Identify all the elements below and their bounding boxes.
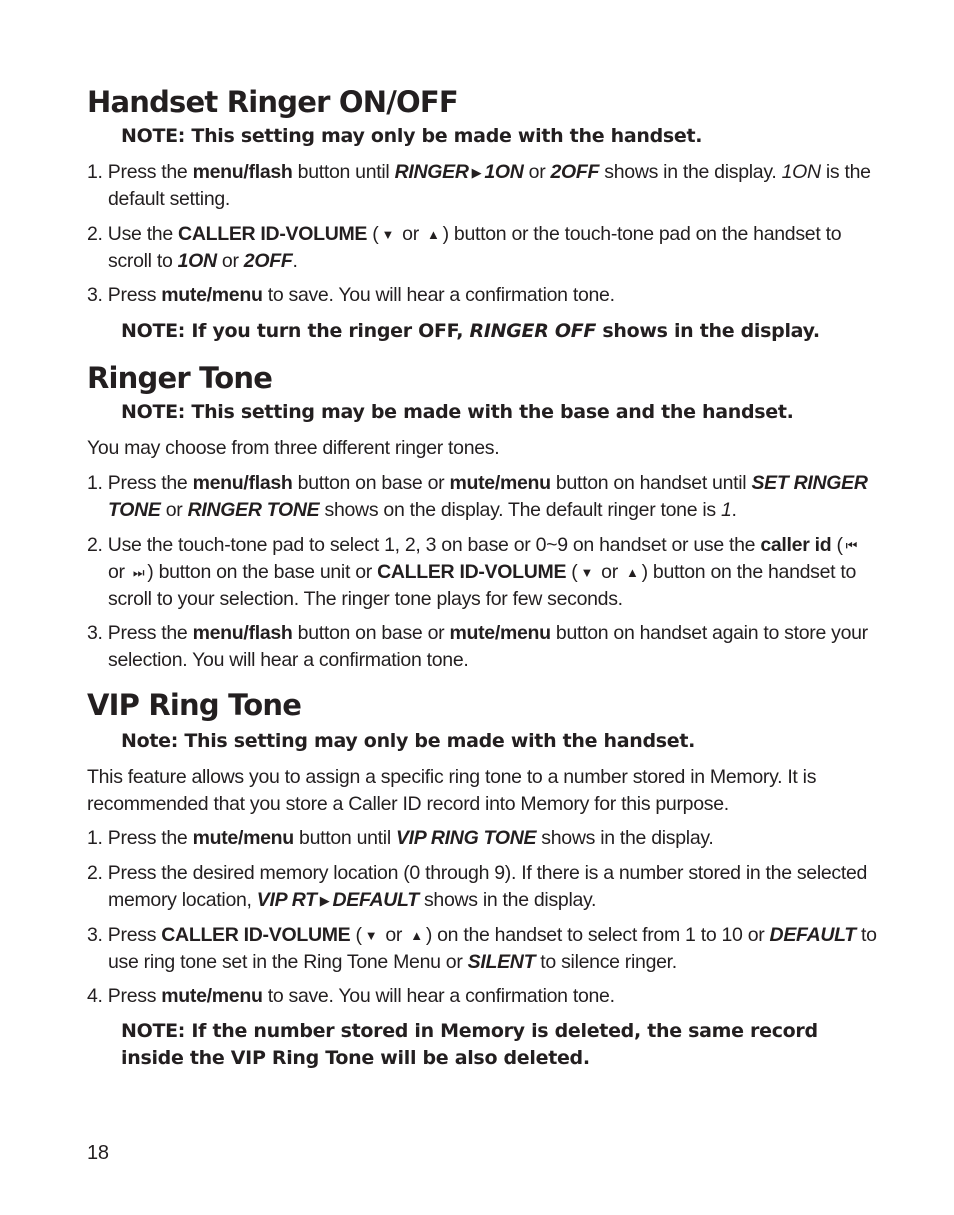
step-1: 1. Press the mute/menu button until VIP RING TONE shows in the display. <box>87 827 714 849</box>
note-handset-only: Note: This setting may only be made with the handset. <box>121 730 696 752</box>
section-title-vip-ring-tone: VIP Ring Tone <box>87 688 302 722</box>
step-1: 1. Press the menu/flash button on base or mute/menu button on handset until SET RINGER TONE or RINGER TONE shows on the display. The default ringer tone is 1. <box>87 472 868 521</box>
note-ringer-off: NOTE: If you turn the ringer OFF, RINGER OFF shows in the display. <box>121 320 820 342</box>
step-2: 2. Use the touch-tone pad to select 1, 2, 3 on base or 0~9 on handset or use the caller id ( ⏮ or ⏭ ) button on the base unit or CALLER ID-VOLUME ( ▼ or ▲ ) button on the handset to scroll to your selection. The ringer tone plays for few seconds. <box>87 534 858 610</box>
arrow-down-icon: ▼ <box>364 928 378 943</box>
step-2: 2. Use the CALLER ID-VOLUME ( ▼ or ▲ ) button or the touch-tone pad on the handset to scroll to 1ON or 2OFF. <box>87 223 842 272</box>
step-3: 3. Press CALLER ID-VOLUME ( ▼ or ▲ ) on the handset to select from 1 to 10 or DEFAULT to use ring tone set in the Ring Tone Menu or SILENT to silence ringer. <box>87 924 877 973</box>
note-base-and-handset: NOTE: This setting may be made with the base and the handset. <box>121 401 794 423</box>
arrow-up-icon: ▲ <box>410 928 423 943</box>
step-2: 2. Press the desired memory location (0 through 9). If there is a number stored in the selected memory location, VIP RT ▶ DEFAULT shows in the display. <box>87 862 868 911</box>
arrow-right-icon: ▶ <box>471 165 482 180</box>
arrow-down-icon: ▼ <box>580 565 594 580</box>
skip-back-icon: ⏮ <box>845 538 858 553</box>
step-1: 1. Press the menu/flash button until RINGER ▶ 1ON or 2OFF shows in the display. 1ON is the default setting. <box>87 161 871 210</box>
intro-ringer-tone: You may choose from three different ringer tones. <box>87 437 500 459</box>
arrow-up-icon: ▲ <box>427 227 440 242</box>
note-memory-deleted: NOTE: If the number stored in Memory is deleted, the same record inside the VIP Ring Tone will be also deleted. <box>121 1020 818 1069</box>
step-3: 3. Press the menu/flash button on base or mute/menu button on handset again to store your selection. You will hear a confirmation tone. <box>87 622 868 671</box>
section-title-handset-ringer: Handset Ringer ON/OFF <box>87 85 458 119</box>
arrow-up-icon: ▲ <box>626 565 639 580</box>
arrow-right-icon: ▶ <box>319 893 330 908</box>
skip-forward-icon: ⏭ <box>132 565 145 580</box>
arrow-down-icon: ▼ <box>381 227 395 242</box>
note-handset-only: NOTE: This setting may only be made with the handset. <box>121 125 703 147</box>
step-4: 4. Press mute/menu to save. You will hear a confirmation tone. <box>87 985 615 1007</box>
page-number: 18 <box>87 1142 109 1164</box>
step-3: 3. Press mute/menu to save. You will hear a confirmation tone. <box>87 284 615 306</box>
section-title-ringer-tone: Ringer Tone <box>87 361 273 395</box>
intro-vip-ring-tone: This feature allows you to assign a specific ring tone to a number stored in Memory. It is recommended that you store a Caller ID record into Memory for this purpose. <box>87 766 817 815</box>
